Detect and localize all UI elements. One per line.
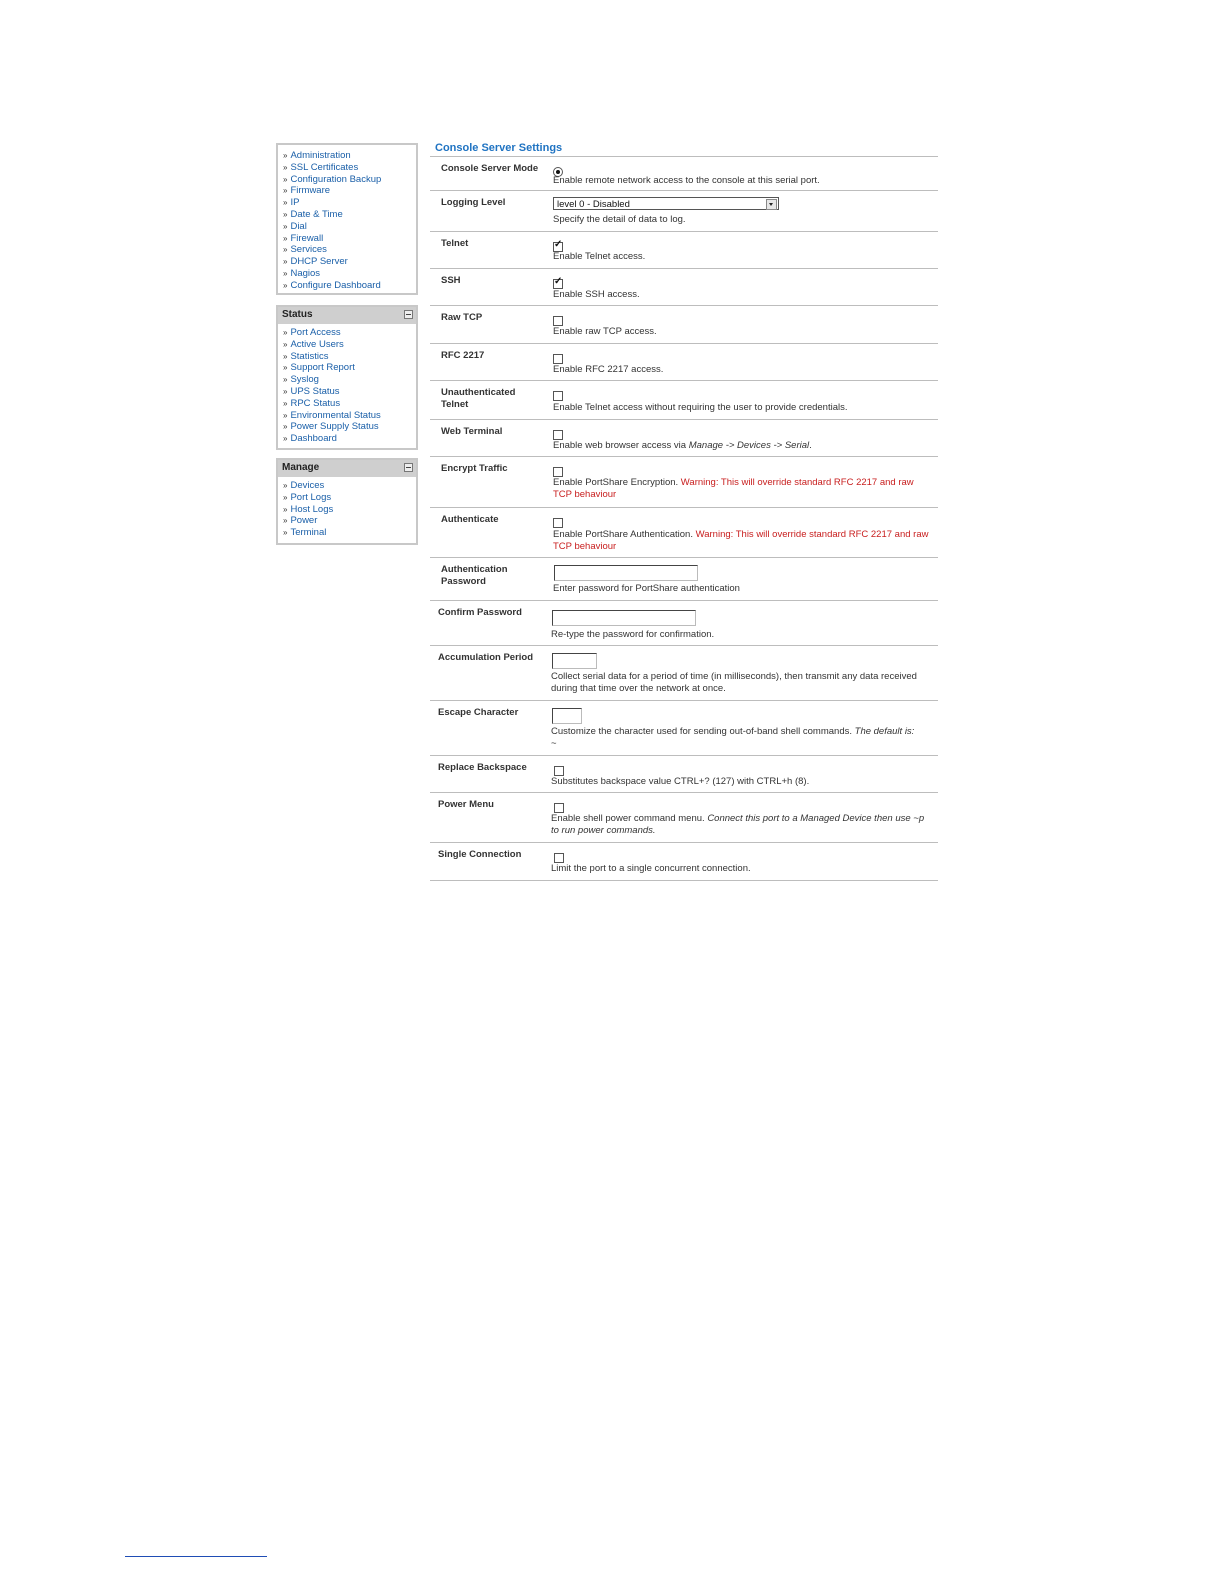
menu-item-label: Active Users bbox=[290, 338, 344, 350]
menu-item-label: Syslog bbox=[290, 374, 319, 386]
row-escape-character bbox=[430, 701, 938, 756]
menu-item-label: Terminal bbox=[290, 527, 327, 539]
arrow-icon: » bbox=[283, 375, 288, 385]
field-label: Accumulation Period bbox=[438, 652, 534, 663]
collapse-icon[interactable] bbox=[404, 463, 413, 472]
field-label: Telnet bbox=[441, 238, 469, 249]
chevron-down-icon bbox=[766, 199, 777, 210]
field-label: Power Menu bbox=[438, 799, 494, 810]
arrow-icon: » bbox=[283, 280, 288, 290]
row-replace-backspace bbox=[430, 756, 938, 793]
arrow-icon: » bbox=[283, 198, 288, 208]
arrow-icon: » bbox=[283, 422, 288, 432]
field-label: Replace Backspace bbox=[438, 762, 527, 773]
accumulation-period-input[interactable] bbox=[552, 653, 597, 669]
field-label: SSH bbox=[441, 275, 461, 286]
arrow-icon: » bbox=[283, 245, 288, 255]
menu-item-support-report[interactable] bbox=[283, 362, 416, 374]
field-description bbox=[553, 529, 933, 553]
menu-item-nagios[interactable] bbox=[283, 268, 416, 280]
menu-item-label: Port Logs bbox=[290, 491, 332, 503]
field-label: Web Terminal bbox=[441, 426, 503, 437]
row-web-terminal bbox=[430, 420, 938, 457]
menu-item-date-time[interactable] bbox=[283, 209, 416, 221]
field-description: Re-type the password for confirmation. bbox=[551, 629, 715, 640]
status-panel-header[interactable] bbox=[278, 307, 416, 324]
field-description bbox=[553, 440, 933, 452]
menu-item-active-users[interactable] bbox=[283, 339, 416, 351]
desc-text: Customize the character used for sending out-of-band shell commands. bbox=[551, 726, 855, 737]
field-description: Collect serial data for a period of time (in milliseconds), then transmit any data received during that time over the network at once. bbox=[551, 671, 917, 694]
menu-item-label: Dial bbox=[290, 220, 307, 232]
desc-emphasis: The default is: bbox=[854, 726, 915, 737]
escape-character-input[interactable] bbox=[552, 708, 582, 724]
field-description bbox=[551, 813, 931, 837]
status-menu-list bbox=[278, 324, 416, 449]
arrow-icon: » bbox=[283, 233, 288, 243]
menu-item-firewall[interactable] bbox=[283, 233, 416, 245]
menu-item-firmware[interactable] bbox=[283, 185, 416, 197]
field-label: Logging Level bbox=[441, 197, 506, 208]
unauthenticated-telnet-checkbox[interactable] bbox=[553, 391, 563, 401]
menu-item-label: Nagios bbox=[290, 267, 321, 279]
arrow-icon: » bbox=[283, 528, 288, 538]
row-rfc-2217 bbox=[430, 344, 938, 381]
menu-item-label: Configuration Backup bbox=[290, 173, 382, 185]
menu-item-terminal[interactable] bbox=[283, 527, 416, 539]
arrow-icon: » bbox=[283, 162, 288, 172]
menu-item-syslog[interactable] bbox=[283, 374, 416, 386]
manage-panel-title: Manage bbox=[282, 462, 320, 473]
row-raw-tcp bbox=[430, 306, 938, 344]
system-menu-panel bbox=[276, 143, 418, 295]
authenticate-checkbox[interactable] bbox=[553, 518, 563, 528]
desc-text: ~ bbox=[551, 738, 557, 749]
warning-text: Warning: This will override standard RFC 2217 and raw TCP behaviour bbox=[553, 529, 929, 552]
menu-item-dashboard[interactable] bbox=[283, 433, 416, 445]
field-label: Authenticate bbox=[441, 514, 499, 525]
collapse-icon[interactable] bbox=[404, 310, 413, 319]
arrow-icon: » bbox=[283, 516, 288, 526]
field-description: Enter password for PortShare authentication bbox=[553, 583, 740, 594]
menu-item-label: DHCP Server bbox=[290, 256, 348, 268]
menu-item-ip[interactable] bbox=[283, 197, 416, 209]
desc-emphasis: Manage -> Devices -> Serial bbox=[688, 440, 810, 451]
menu-item-host-logs[interactable] bbox=[283, 504, 416, 516]
arrow-icon: » bbox=[283, 221, 288, 231]
arrow-icon: » bbox=[283, 339, 288, 349]
manage-menu-panel bbox=[276, 458, 418, 545]
arrow-icon: » bbox=[283, 386, 288, 396]
menu-item-label: IP bbox=[290, 197, 300, 209]
menu-item-port-access[interactable] bbox=[283, 327, 416, 339]
menu-item-label: Port Access bbox=[290, 327, 341, 338]
manage-panel-header[interactable] bbox=[278, 460, 416, 477]
row-encrypt-traffic bbox=[430, 457, 938, 508]
ssh-checkbox[interactable] bbox=[553, 279, 563, 289]
rfc-2217-checkbox[interactable] bbox=[553, 354, 563, 364]
menu-item-administration[interactable] bbox=[283, 150, 416, 162]
menu-item-label: RPC Status bbox=[290, 397, 341, 409]
field-label: Confirm Password bbox=[438, 607, 522, 618]
field-description: Enable remote network access to the console at this serial port. bbox=[553, 175, 820, 186]
menu-item-port-logs[interactable] bbox=[283, 492, 416, 504]
arrow-icon: » bbox=[283, 492, 288, 502]
menu-item-statistics[interactable] bbox=[283, 351, 416, 363]
arrow-icon: » bbox=[283, 363, 288, 373]
menu-item-rpc-status[interactable] bbox=[283, 398, 416, 410]
field-description: Limit the port to a single concurrent connection. bbox=[551, 863, 751, 874]
field-label: Unauthenticated Telnet bbox=[441, 387, 516, 410]
row-authenticate bbox=[430, 508, 938, 558]
power-menu-checkbox[interactable] bbox=[554, 803, 564, 813]
arrow-icon: » bbox=[283, 434, 288, 444]
web-terminal-checkbox[interactable] bbox=[553, 430, 563, 440]
select-value: level 0 - Disabled bbox=[557, 199, 630, 210]
status-panel-title: Status bbox=[282, 309, 313, 320]
menu-item-label: Date & Time bbox=[290, 208, 343, 220]
menu-item-devices[interactable] bbox=[283, 480, 416, 492]
field-description: Enable Telnet access. bbox=[553, 251, 646, 262]
menu-item-ups-status[interactable] bbox=[283, 386, 416, 398]
field-description: Enable raw TCP access. bbox=[553, 326, 657, 337]
replace-backspace-checkbox[interactable] bbox=[554, 766, 564, 776]
field-label: Raw TCP bbox=[441, 312, 483, 323]
field-description: Enable SSH access. bbox=[553, 289, 640, 300]
menu-item-services[interactable] bbox=[283, 244, 416, 256]
arrow-icon: » bbox=[283, 351, 288, 361]
system-menu-list bbox=[278, 145, 416, 296]
desc-text: Enable PortShare Encryption. bbox=[553, 477, 681, 488]
menu-item-label: Devices bbox=[290, 480, 325, 491]
arrow-icon: » bbox=[283, 398, 288, 408]
row-console-server-mode bbox=[430, 157, 938, 191]
menu-item-label: Support Report bbox=[290, 362, 355, 374]
row-ssh bbox=[430, 269, 938, 306]
menu-item-label: Power bbox=[290, 515, 318, 527]
row-single-connection bbox=[430, 843, 938, 881]
row-unauthenticated-telnet bbox=[430, 381, 938, 420]
menu-item-label: Configure Dashboard bbox=[290, 279, 381, 291]
field-label: Authentication Password bbox=[441, 564, 508, 587]
arrow-icon: » bbox=[283, 481, 288, 490]
arrow-icon: » bbox=[283, 410, 288, 420]
menu-item-configure-dashboard[interactable] bbox=[283, 280, 416, 292]
desc-text: . bbox=[809, 440, 812, 451]
menu-item-label: Environmental Status bbox=[290, 409, 381, 421]
desc-text: Enable web browser access via bbox=[553, 440, 689, 451]
menu-item-label: Power Supply Status bbox=[290, 421, 379, 433]
field-description: Substitutes backspace value CTRL+? (127) with CTRL+h (8). bbox=[551, 776, 810, 787]
menu-item-label: Services bbox=[290, 244, 327, 256]
menu-item-label: SSL Certificates bbox=[290, 161, 359, 173]
row-logging-level bbox=[430, 191, 938, 232]
status-menu-panel bbox=[276, 305, 418, 450]
field-label: Escape Character bbox=[438, 707, 519, 718]
field-description: Specify the detail of data to log. bbox=[553, 214, 686, 225]
arrow-icon: » bbox=[283, 174, 288, 184]
console-server-settings-form bbox=[430, 141, 938, 881]
encrypt-traffic-checkbox[interactable] bbox=[553, 467, 563, 477]
menu-item-configuration-backup[interactable] bbox=[283, 174, 416, 186]
row-telnet bbox=[430, 232, 938, 269]
arrow-icon: » bbox=[283, 209, 288, 219]
desc-text: Enable shell power command menu. bbox=[551, 813, 708, 824]
field-label: Console Server Mode bbox=[441, 163, 539, 174]
arrow-icon: » bbox=[283, 328, 288, 337]
menu-item-label: Firewall bbox=[290, 232, 324, 244]
footnote-rule bbox=[125, 1556, 267, 1557]
menu-item-power-supply-status[interactable] bbox=[283, 421, 416, 433]
field-label: Encrypt Traffic bbox=[441, 463, 508, 474]
arrow-icon: » bbox=[283, 504, 288, 514]
manage-menu-list bbox=[278, 477, 416, 543]
arrow-icon: » bbox=[283, 257, 288, 267]
field-description: Enable Telnet access without requiring the user to provide credentials. bbox=[553, 402, 848, 413]
desc-emphasis: Connect this port to a Managed Device then use ~p to run power commands. bbox=[551, 813, 925, 836]
confirm-password-input[interactable] bbox=[552, 610, 696, 626]
row-power-menu bbox=[430, 793, 938, 843]
menu-item-label: Dashboard bbox=[290, 433, 337, 445]
menu-item-label: Administration bbox=[290, 150, 351, 161]
field-label: RFC 2217 bbox=[441, 350, 485, 361]
menu-item-dial[interactable] bbox=[283, 221, 416, 233]
logging-level-select[interactable] bbox=[553, 197, 779, 210]
field-description bbox=[553, 477, 933, 501]
menu-item-environmental-status[interactable] bbox=[283, 410, 416, 422]
arrow-icon: » bbox=[283, 268, 288, 278]
field-label: Single Connection bbox=[438, 849, 522, 860]
menu-item-label: Host Logs bbox=[290, 503, 334, 515]
raw-tcp-checkbox[interactable] bbox=[553, 316, 563, 326]
arrow-icon: » bbox=[283, 151, 288, 160]
warning-text: Warning: This will override standard RFC 2217 and raw TCP behaviour bbox=[553, 477, 914, 500]
row-authentication-password bbox=[430, 558, 938, 601]
single-connection-checkbox[interactable] bbox=[554, 853, 564, 863]
page-title: Console Server Settings bbox=[430, 141, 938, 157]
menu-item-ssl-certificates[interactable] bbox=[283, 162, 416, 174]
menu-item-dhcp-server[interactable] bbox=[283, 256, 416, 268]
field-description: Enable RFC 2217 access. bbox=[553, 364, 664, 375]
arrow-icon: » bbox=[283, 186, 288, 196]
menu-item-label: Statistics bbox=[290, 350, 329, 362]
authentication-password-input[interactable] bbox=[554, 565, 698, 581]
menu-item-label: Firmware bbox=[290, 185, 331, 197]
menu-item-power[interactable] bbox=[283, 515, 416, 527]
menu-item-label: UPS Status bbox=[290, 385, 340, 397]
field-description bbox=[551, 726, 931, 750]
row-accumulation-period bbox=[430, 646, 938, 701]
row-confirm-password bbox=[430, 601, 938, 646]
desc-text: Enable PortShare Authentication. bbox=[553, 529, 696, 540]
